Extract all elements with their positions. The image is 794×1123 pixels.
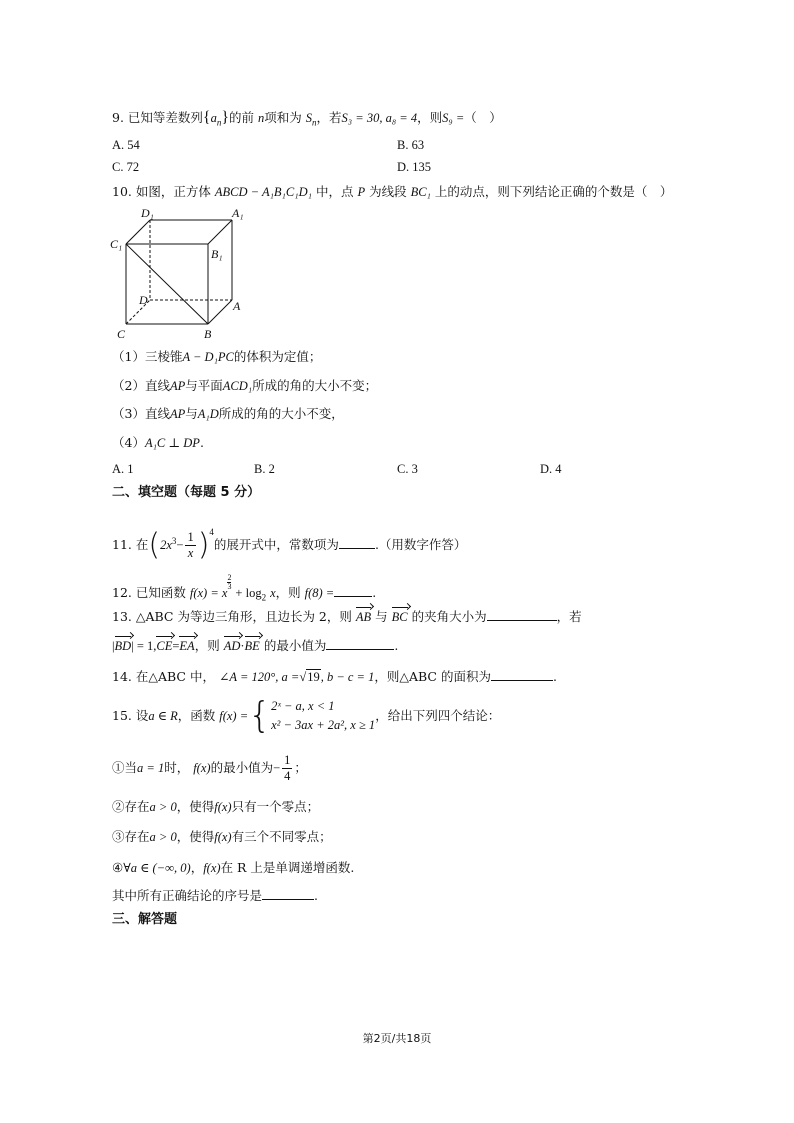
- vector-bd: BD: [114, 639, 132, 653]
- q15-c3-post: ，使得: [176, 829, 215, 844]
- q12-lead: 12. 已知函数: [112, 585, 186, 600]
- label-d: D: [139, 293, 148, 307]
- q10-segment: BC₁: [410, 185, 431, 199]
- q13-text: 的最小值为: [263, 638, 327, 653]
- q15-ask-text: 其中所有正确结论的序号是: [112, 888, 263, 903]
- q15-conclusion-2: [112, 798, 319, 816]
- q10-statement-1: [112, 348, 321, 366]
- q14-answer-blank[interactable]: [491, 668, 553, 681]
- q9-text: ，则: [417, 110, 443, 125]
- vector-bc: BC: [391, 610, 408, 624]
- vector-ea: EA: [179, 639, 195, 653]
- cube-edge: [208, 300, 232, 324]
- label-b1: B₁: [211, 247, 223, 261]
- q10-s2-mid: 与平面: [185, 378, 223, 393]
- q13-cond: | = 1,: [131, 639, 157, 653]
- page-footer: 第2页/共18页: [362, 1032, 432, 1045]
- q13-text: 的夹角大小为: [411, 609, 487, 624]
- q11-minus: −: [176, 538, 184, 552]
- question-10-stem: [112, 183, 672, 201]
- q15-c2-fx: f(x): [214, 800, 232, 814]
- q10-s3-mid: 与: [185, 406, 198, 421]
- q13-answer-blank-2[interactable]: [326, 637, 394, 650]
- q15-tail: ，给出下列四个结论：: [375, 708, 501, 723]
- q15-c3-pre: ③存在: [112, 829, 150, 844]
- q11-base: 2x: [160, 538, 172, 552]
- q14-lead: 14. 在△ABC 中，: [112, 669, 215, 684]
- q11-den: x: [187, 546, 194, 560]
- q10-s3-post: 所成的角的大小不变，: [218, 406, 344, 421]
- q10-option-d[interactable]: D. 4: [540, 462, 562, 476]
- label-c: C: [117, 327, 126, 341]
- q10-s3-line: A₁D: [197, 407, 219, 421]
- q11-answer-blank[interactable]: [339, 536, 375, 549]
- q12-fx: f(x) = x: [189, 586, 228, 600]
- q15-c4-cond: ∀a ∈ (−∞, 0): [123, 861, 191, 875]
- q9-seq: a: [210, 111, 217, 125]
- q15-case-1: 2ˣ − a, x < 1: [271, 699, 335, 713]
- q10-s2-post: 所成的角的大小不变；: [252, 378, 378, 393]
- q13-text: ，若: [556, 609, 582, 624]
- cube-figure: [108, 204, 248, 342]
- q10-statement-2: [112, 377, 377, 395]
- q11-tail: 的展开式中，常数项为: [213, 537, 339, 552]
- label-a1: A₁: [232, 206, 244, 220]
- q15-c1-den: 4: [284, 769, 291, 783]
- q12-exp-den: 3: [227, 582, 232, 591]
- q13-abs: |: [112, 639, 115, 653]
- q10-s2-ap: AP: [169, 379, 186, 393]
- cube-edge: [126, 220, 150, 244]
- q15-c1-num: 1: [284, 753, 291, 767]
- q15-end: .: [314, 888, 318, 903]
- q15-c1-mid: 时，: [164, 760, 190, 775]
- q15-fx: f(x) =: [219, 709, 249, 723]
- q9-seq-sub: n: [216, 117, 222, 128]
- q10-lead: 10. 如图，正方体: [112, 184, 211, 199]
- q11-base-exp: 3: [171, 535, 177, 546]
- vector-ad: AD: [223, 639, 241, 653]
- section-heading-solutions: 三、解答题: [112, 912, 178, 927]
- cube-edge: [208, 220, 232, 244]
- q13-lead: 13. △ABC 为等边三角形，且边长为 2，则: [112, 609, 352, 624]
- q12-exp-num: 2: [227, 573, 232, 582]
- q15-c1-fx: f(x): [193, 761, 211, 775]
- q10-s4-expr: A₁C ⊥ DP: [144, 436, 200, 450]
- question-14: 14. 在△ABC 中， ∠A = 120°, a =√19, b − c = 1，则△ABC 的面积为 .: [112, 669, 557, 684]
- q13-text: .: [394, 638, 399, 653]
- q15-ask: [112, 887, 318, 905]
- q10-s1-expr: A − D₁PC: [182, 350, 234, 364]
- vector-be: BE: [244, 639, 260, 653]
- q11-num: 1: [187, 530, 194, 544]
- question-13-line-1: [112, 608, 582, 626]
- q9-ask: S₉ =: [442, 111, 465, 125]
- q15-c3-cond: a > 0: [149, 830, 177, 844]
- q15-c3-end: 有三个不同零点；: [231, 829, 332, 844]
- q11-lead: 11. 在: [112, 537, 149, 552]
- question-9-stem: 9. 已知等差数列$\{a_n\}$的前 n项和为 $S_n$，若S₃ = 30, a₈ = 4，则S₉ =（ ）: [112, 109, 502, 128]
- q15-lead: 15. 设: [112, 708, 149, 723]
- q15-case-2: x² − 3ax + 2a², x ≥ 1: [271, 718, 376, 732]
- q15-c1-pre: ①当: [112, 760, 138, 775]
- q15-c4-end: 在 R 上是单调递增函数.: [220, 860, 355, 875]
- q13-text: ，则: [194, 638, 220, 653]
- q15-c1-end: ；: [294, 760, 307, 775]
- q14-cond: , b − c = 1: [320, 670, 375, 684]
- q9-option-a[interactable]: A. 54: [112, 138, 140, 152]
- q12-end: .: [372, 585, 377, 600]
- q10-s3-ap: AP: [169, 407, 186, 421]
- q10-s4-pre: （4）: [112, 435, 145, 450]
- q12-text: ，则: [275, 585, 301, 600]
- q14-tail: ，则△ABC 的面积为: [374, 669, 491, 684]
- q15-conclusion-1: [112, 752, 307, 784]
- q9-n: n: [258, 111, 265, 125]
- q13-dot: ·: [240, 639, 245, 653]
- q10-option-a[interactable]: A. 1: [112, 462, 134, 476]
- section-heading-fill-in: 二、填空题（每题 5 分）: [112, 485, 261, 500]
- q9-condition: S₃ = 30, a₈ = 4: [341, 111, 418, 125]
- q10-statement-4: [112, 434, 204, 452]
- q9-lead: 9. 已知等差数列: [112, 110, 203, 125]
- label-a: A: [233, 299, 241, 313]
- q13-answer-blank-1[interactable]: [487, 608, 557, 621]
- q15-c4-pre: ④: [112, 860, 124, 875]
- q9-paren: （ ）: [464, 110, 502, 125]
- question-13-line-2: [112, 637, 398, 655]
- q15-c2-pre: ②存在: [112, 799, 150, 814]
- q14-angle: ∠A = 120°, a =: [218, 670, 300, 684]
- q10-s2-pre: （2）直线: [112, 378, 170, 393]
- q15-c4-fx: f(x): [203, 861, 221, 875]
- vector-ab: AB: [355, 610, 372, 624]
- q10-text: 为线段: [369, 184, 407, 199]
- q10-s2-plane: ACD₁: [222, 379, 253, 393]
- q15-conclusion-3: [112, 828, 332, 846]
- q13-eq: =: [172, 639, 180, 653]
- q15-text: ，函数: [177, 708, 216, 723]
- q10-s3-pre: （3）直线: [112, 406, 170, 421]
- label-b: B: [204, 327, 212, 341]
- q14-end: .: [552, 669, 557, 684]
- q15-c2-post: ，使得: [176, 799, 215, 814]
- q14-sqrt: 19: [307, 670, 320, 684]
- q10-cube: ABCD − A₁B₁C₁D₁: [214, 185, 312, 199]
- q12-ask: f(8) =: [304, 586, 335, 600]
- label-d1: D₁: [141, 206, 154, 220]
- q9-option-d[interactable]: D. 135: [397, 160, 432, 174]
- q10-tail: 上的动点，则下列结论正确的个数是（ ）: [434, 184, 673, 199]
- q15-c3-fx: f(x): [214, 830, 232, 844]
- q9-option-b[interactable]: B. 63: [397, 138, 425, 152]
- question-12: [112, 574, 376, 607]
- q15-c1-cond: a = 1: [137, 761, 165, 775]
- q9-s-sub: n: [312, 117, 317, 128]
- q9-text: 的前: [229, 110, 255, 125]
- label-c1: C₁: [110, 237, 123, 251]
- q15-c2-end: 只有一个零点；: [231, 799, 320, 814]
- q12-log-arg: x: [270, 586, 276, 600]
- q12-log: + log: [235, 586, 262, 600]
- q10-statement-3: [112, 405, 344, 423]
- q13-text: 与: [375, 609, 388, 624]
- q9-s: S: [305, 111, 313, 125]
- question-15-stem: 15. 设a ∈ R，函数 f(x) ={ 2ˣ − a, x < 1 x² − 3ax + 2a², x ≥ 1 ，给出下列四个结论：: [112, 695, 501, 736]
- q15-a-in-r: a ∈ R: [148, 709, 178, 723]
- q15-c2-cond: a > 0: [149, 800, 177, 814]
- q10-s1-pre: （1）三棱锥: [112, 349, 183, 364]
- q10-p: P: [357, 185, 366, 199]
- q11-outer-exp: 4: [209, 527, 214, 537]
- q15-c1-neg: −: [273, 761, 281, 775]
- q11-tail: .（用数字作答）: [374, 537, 467, 552]
- q15-c4-mid: ，: [190, 860, 204, 875]
- q12-log-base: 2: [261, 592, 267, 603]
- question-11: 11. 在($2x^3-$ $\frac{1}{x}$ )$^4$的展开式中，常数项为 .（用数字作答）: [112, 527, 467, 563]
- vector-ce: CE: [156, 639, 173, 653]
- q9-option-c[interactable]: C. 72: [112, 160, 140, 174]
- q15-answer-blank[interactable]: [262, 887, 314, 900]
- q9-text: ，若: [316, 110, 342, 125]
- q10-option-b[interactable]: B. 2: [254, 462, 275, 476]
- q15-c1-post: 的最小值为: [210, 760, 274, 775]
- q12-answer-blank[interactable]: [334, 584, 372, 597]
- q15-conclusion-4: [112, 859, 354, 877]
- q10-option-c[interactable]: C. 3: [397, 462, 418, 476]
- q9-text: 项和为: [264, 110, 302, 125]
- q10-s4-post: .: [199, 435, 204, 450]
- q10-text: 中，点: [315, 184, 354, 199]
- q10-s1-post: 的体积为定值；: [233, 349, 322, 364]
